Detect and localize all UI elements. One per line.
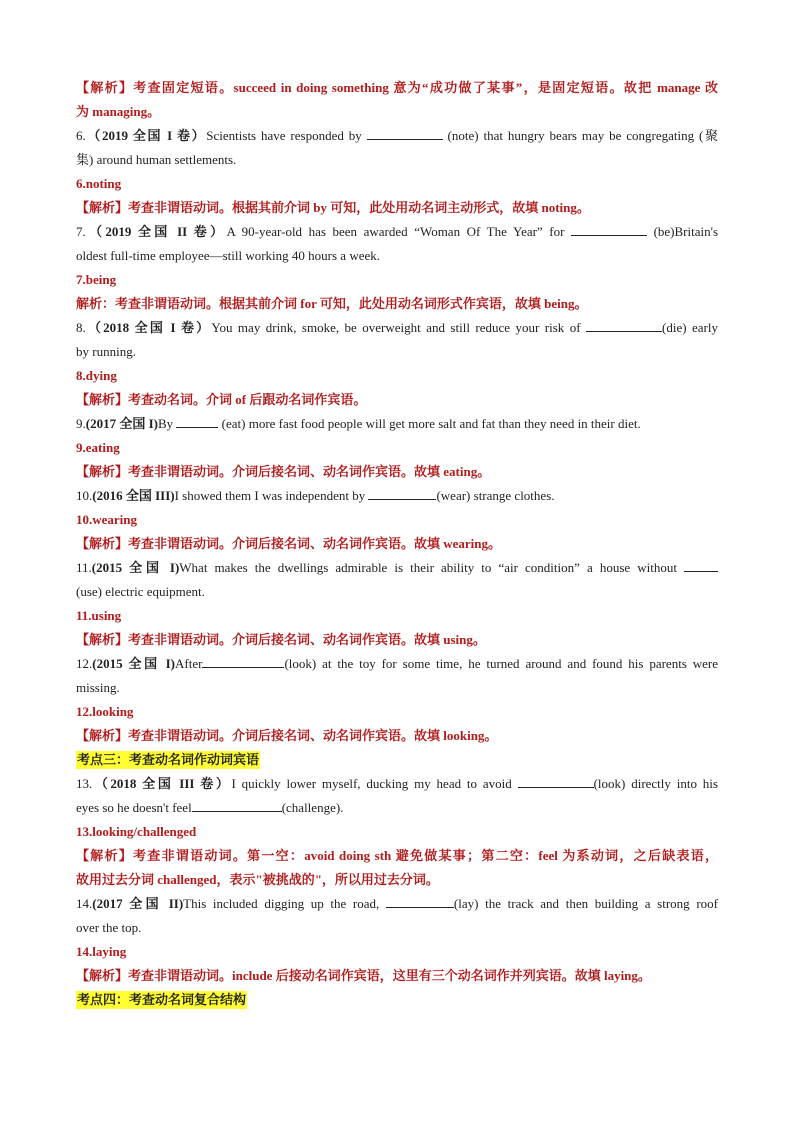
answer: 13.looking/challenged: [76, 824, 197, 839]
question-12: 12.(2015 全国 I)After (look) at the toy for some time, he turned around and found his parents were: [76, 656, 719, 671]
answer-blank[interactable]: [684, 559, 718, 572]
answer-blank[interactable]: [176, 415, 218, 428]
analysis: 【解析】考查非谓语动词。介词后接名词、动名词作宾语。故填 wearing。: [76, 536, 502, 551]
analysis: 【解析】考查动名词。介词 of 后跟动名词作宾语。: [76, 392, 367, 407]
analysis-line: 【解析】考查固定短语。succeed in doing something 意为“成功做了某事”，是固定短语。故把 manage 改: [76, 80, 718, 95]
answer: 10.wearing: [76, 512, 138, 527]
answer-blank[interactable]: [386, 895, 454, 908]
answer: 14.laying: [76, 944, 127, 959]
answer: 11.using: [76, 608, 122, 623]
question-6: 6.（2019 全国 I 卷）Scientists have responded by (note) that hungry bears may be congregating (聚: [76, 128, 718, 143]
analysis: 【解析】考查非谓语动词。介词后接名词、动名词作宾语。故填 using。: [76, 632, 486, 647]
question-source: (2017 全国 II): [92, 896, 184, 911]
section-heading: 考点四：考查动名词复合结构: [77, 992, 247, 1007]
question-9: 9.(2017 全国 I)By (eat) more fast food people will get more salt and fat than they need in their diet.: [76, 416, 641, 431]
analysis-line: 【解析】考查非谓语动词。第一空：avoid doing sth 避免做某事；第二空：feel 为系动词，之后缺表语，: [76, 848, 718, 863]
question-source: （2019 全国 I 卷）: [85, 128, 207, 143]
document-page: [76, 76, 718, 1012]
question-source: (2015 全国 I): [91, 560, 180, 575]
question-continuation: missing.: [76, 680, 120, 695]
question-7: 7.（2019 全国 II 卷）A 90-year-old has been awarded “Woman Of The Year” for (be)Britain's: [76, 224, 718, 239]
answer-blank[interactable]: [518, 775, 594, 788]
analysis: 解析：考查非谓语动词。根据其前介词 for 可知，此处用动名词形式作宾语，故填 being。: [76, 296, 588, 311]
answer: 12.looking: [76, 704, 134, 719]
question-source: (2017 全国 I): [85, 416, 158, 431]
answer-blank[interactable]: [571, 223, 647, 236]
analysis: 【解析】考查非谓语动词。根据其前介词 by 可知，此处用动名词主动形式，故填 noting。: [76, 200, 590, 215]
section-heading: 考点三：考查动名词作动词宾语: [77, 752, 260, 767]
analysis: 【解析】考查非谓语动词。介词后接名词、动名词作宾语。故填 eating。: [76, 464, 491, 479]
question-13: 13.（2018 全国 III 卷）I quickly lower myself, ducking my head to avoid (look) directly into his: [76, 776, 718, 791]
analysis-line: 故用过去分词 challenged，表示"被挑战的"，所以用过去分词。: [76, 872, 439, 887]
question-source: （2018 全国 I 卷）: [85, 320, 212, 335]
answer-blank[interactable]: [368, 487, 436, 500]
question-continuation: eyes so he doesn't feel (challenge).: [76, 800, 344, 815]
question-continuation: oldest full-time employee—still working 40 hours a week.: [76, 248, 380, 263]
question-continuation: over the top.: [76, 920, 142, 935]
analysis-line: 为 managing。: [76, 104, 161, 119]
answer: 7.being: [76, 272, 117, 287]
analysis: 【解析】考查非谓语动词。介词后接名词、动名词作宾语。故填 looking。: [76, 728, 498, 743]
question-source: （2019 全国 II 卷）: [85, 224, 227, 239]
question-10: 10.(2016 全国 III)I showed them I was independent by (wear) strange clothes.: [76, 488, 555, 503]
answer-blank[interactable]: [586, 319, 662, 332]
answer: 8.dying: [76, 368, 117, 383]
analysis: 【解析】考查非谓语动词。include 后接动名词作宾语，这里有三个动名词作并列宾语。故填 laying。: [76, 968, 651, 983]
question-continuation: by running.: [76, 344, 136, 359]
answer-blank[interactable]: [367, 127, 443, 140]
question-source: （2018 全国 III 卷）: [92, 776, 232, 791]
answer-blank[interactable]: [192, 799, 282, 812]
question-continuation: (use) electric equipment.: [76, 584, 205, 599]
answer: 6.noting: [76, 176, 122, 191]
question-continuation: 集) around human settlements.: [76, 152, 237, 167]
question-14: 14.(2017 全国 II)This included digging up the road, (lay) the track and then building a strong roof: [76, 896, 718, 911]
answer-blank[interactable]: [202, 655, 284, 668]
question-11: 11.(2015 全国 I)What makes the dwellings admirable is their ability to “air condition” a house without: [76, 556, 718, 580]
question-8: 8.（2018 全国 I 卷）You may drink, smoke, be overweight and still reduce your risk of (die) early: [76, 320, 718, 335]
question-source: (2015 全国 I): [92, 656, 175, 671]
answer: 9.eating: [76, 440, 120, 455]
question-source: (2016 全国 III): [92, 488, 175, 503]
